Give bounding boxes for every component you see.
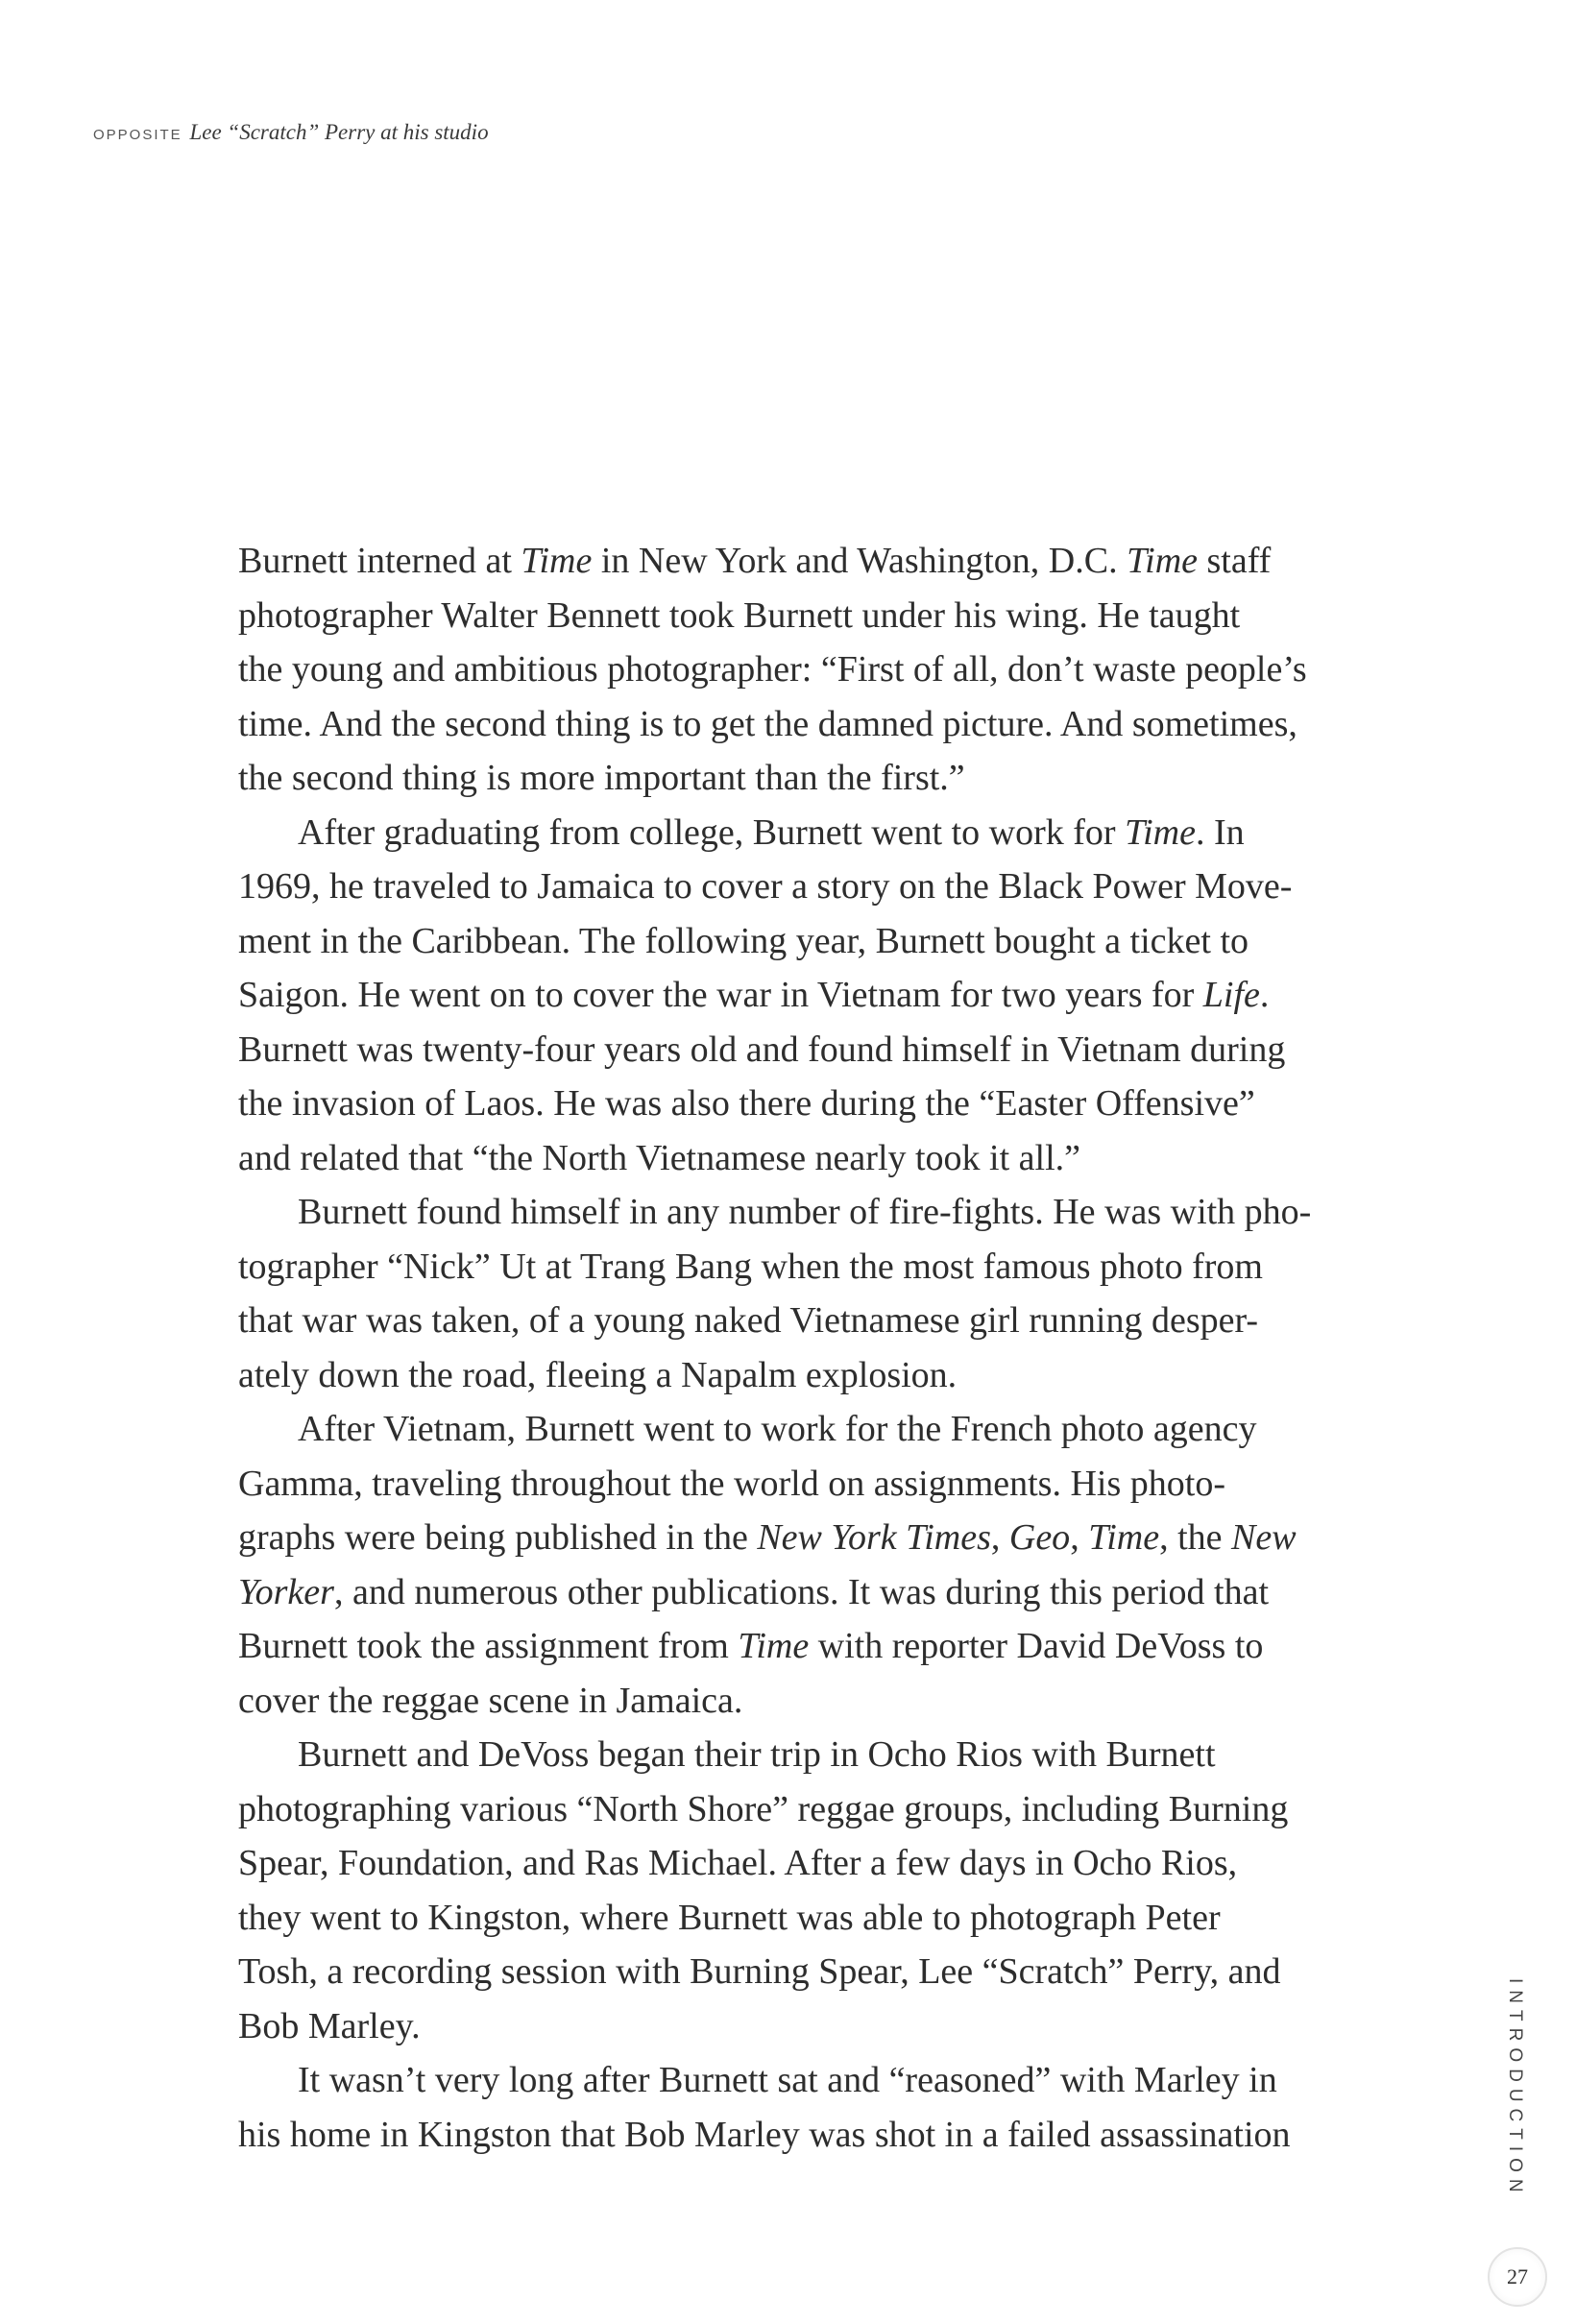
text-run: photographing various “North Shore” reggae groups, including Burning bbox=[238, 1788, 1289, 1829]
text-line bbox=[238, 751, 1391, 806]
text-line bbox=[238, 1348, 1391, 1403]
italic-title: Time bbox=[1127, 541, 1198, 581]
italic-title: New bbox=[1231, 1517, 1297, 1558]
italic-title: Time bbox=[738, 1626, 810, 1666]
text-line bbox=[238, 806, 1391, 860]
text-run: photographer Walter Bennett took Burnett under his wing. He taught bbox=[238, 594, 1241, 636]
italic-title: Life bbox=[1202, 975, 1260, 1015]
text-run: , bbox=[990, 1517, 1009, 1558]
caption-label: OPPOSITE bbox=[93, 127, 182, 143]
text-line bbox=[238, 1945, 1391, 1999]
text-line bbox=[238, 1511, 1391, 1565]
text-run: his home in Kingston that Bob Marley was shot in a failed assassination bbox=[238, 2114, 1291, 2155]
text-run: Burnett took the assignment from bbox=[238, 1626, 739, 1666]
italic-title: Yorker bbox=[238, 1571, 334, 1612]
text-line bbox=[238, 1023, 1391, 1077]
text-run: Burnett and DeVoss began their trip in Ocho Rios with Burnett bbox=[298, 1734, 1216, 1775]
text-line bbox=[238, 1836, 1391, 1891]
text-line bbox=[238, 1674, 1391, 1729]
text-line bbox=[238, 1782, 1391, 1837]
italic-title: Time bbox=[1088, 1517, 1160, 1558]
text-line bbox=[238, 1077, 1391, 1131]
text-line bbox=[238, 1294, 1391, 1348]
text-line bbox=[238, 2108, 1391, 2163]
text-run: 1969, he traveled to Jamaica to cover a story on the Black Power Move- bbox=[238, 866, 1293, 907]
text-run: It wasn’t very long after Burnett sat and “reasoned” with Marley in bbox=[298, 2060, 1277, 2100]
text-run: Burnett was twenty-four years old and found himself in Vietnam during bbox=[238, 1029, 1286, 1070]
text-run: After graduating from college, Burnett went to work for bbox=[298, 811, 1126, 853]
text-line bbox=[238, 1565, 1391, 1620]
running-head: INTRODUCTION bbox=[1505, 1978, 1525, 2199]
text-line bbox=[238, 1402, 1391, 1457]
photo-caption bbox=[93, 121, 489, 143]
italic-title: Time bbox=[1125, 811, 1196, 853]
text-line bbox=[238, 859, 1391, 914]
text-line bbox=[238, 914, 1391, 969]
italic-title: New York Times bbox=[757, 1517, 991, 1558]
text-run: Gamma, traveling throughout the world on assignments. His photo- bbox=[238, 1463, 1225, 1504]
text-run: After Vietnam, Burnett went to work for the French photo agency bbox=[298, 1409, 1257, 1449]
text-run: time. And the second thing is to get the damned picture. And sometimes, bbox=[238, 703, 1297, 744]
caption-text: Lee “Scratch” Perry at his studio bbox=[189, 120, 489, 144]
text-run: Tosh, a recording session with Burning Spear, Lee “Scratch” Perry, and bbox=[238, 1951, 1281, 1992]
text-run: in New York and Washington, D.C. bbox=[592, 541, 1127, 581]
text-line bbox=[238, 1619, 1391, 1674]
text-line bbox=[238, 642, 1391, 697]
text-run: the second thing is more important than the first.” bbox=[238, 758, 965, 798]
text-run: and related that “the North Vietnamese nearly took it all.” bbox=[238, 1137, 1081, 1178]
text-line bbox=[238, 1131, 1391, 1186]
text-run: Saigon. He went on to cover the war in Vietnam for two years for bbox=[238, 975, 1203, 1015]
italic-title: Time bbox=[521, 541, 593, 581]
text-run: that war was taken, of a young naked Vietnamese girl running desper- bbox=[238, 1300, 1259, 1341]
text-line bbox=[238, 534, 1391, 589]
text-run: Burnett interned at bbox=[238, 541, 521, 581]
text-run: Burnett found himself in any number of fire-fights. He was with pho- bbox=[298, 1192, 1312, 1232]
text-run: . bbox=[1259, 975, 1270, 1015]
text-line bbox=[238, 697, 1391, 752]
text-run: tographer “Nick” Ut at Trang Bang when the most famous photo from bbox=[238, 1246, 1263, 1287]
text-line bbox=[238, 1728, 1391, 1782]
text-line bbox=[238, 1891, 1391, 1946]
text-run: ment in the Caribbean. The following year, Burnett bought a ticket to bbox=[238, 920, 1249, 961]
text-line bbox=[238, 968, 1391, 1023]
page-number: 27 bbox=[1488, 2247, 1547, 2307]
text-run: the young and ambitious photographer: “First of all, don’t waste people’s bbox=[238, 649, 1307, 690]
text-line bbox=[238, 1999, 1391, 2054]
body-text bbox=[238, 534, 1391, 2162]
text-run: ately down the road, fleeing a Napalm explosion. bbox=[238, 1354, 958, 1395]
text-run: Spear, Foundation, and Ras Michael. After a few days in Ocho Rios, bbox=[238, 1843, 1238, 1883]
text-run: they went to Kingston, where Burnett was able to photograph Peter bbox=[238, 1897, 1221, 1938]
text-line bbox=[238, 1185, 1391, 1240]
text-line bbox=[238, 1457, 1391, 1512]
text-run: , the bbox=[1159, 1517, 1232, 1558]
text-run: graphs were being published in the bbox=[238, 1517, 758, 1558]
text-run: , bbox=[1070, 1517, 1089, 1558]
text-run: with reporter David DeVoss to bbox=[809, 1626, 1264, 1666]
italic-title: Geo bbox=[1008, 1517, 1071, 1558]
text-run: staff bbox=[1198, 541, 1272, 581]
text-line bbox=[238, 589, 1391, 643]
text-run: , and numerous other publications. It was during this period that bbox=[333, 1571, 1270, 1612]
text-run: cover the reggae scene in Jamaica. bbox=[238, 1680, 743, 1721]
text-run: Bob Marley. bbox=[238, 2005, 421, 2046]
text-run: the invasion of Laos. He was also there during the “Easter Offensive” bbox=[238, 1083, 1255, 1124]
text-line bbox=[238, 1240, 1391, 1295]
text-line bbox=[238, 2053, 1391, 2108]
text-run: . In bbox=[1195, 811, 1245, 853]
